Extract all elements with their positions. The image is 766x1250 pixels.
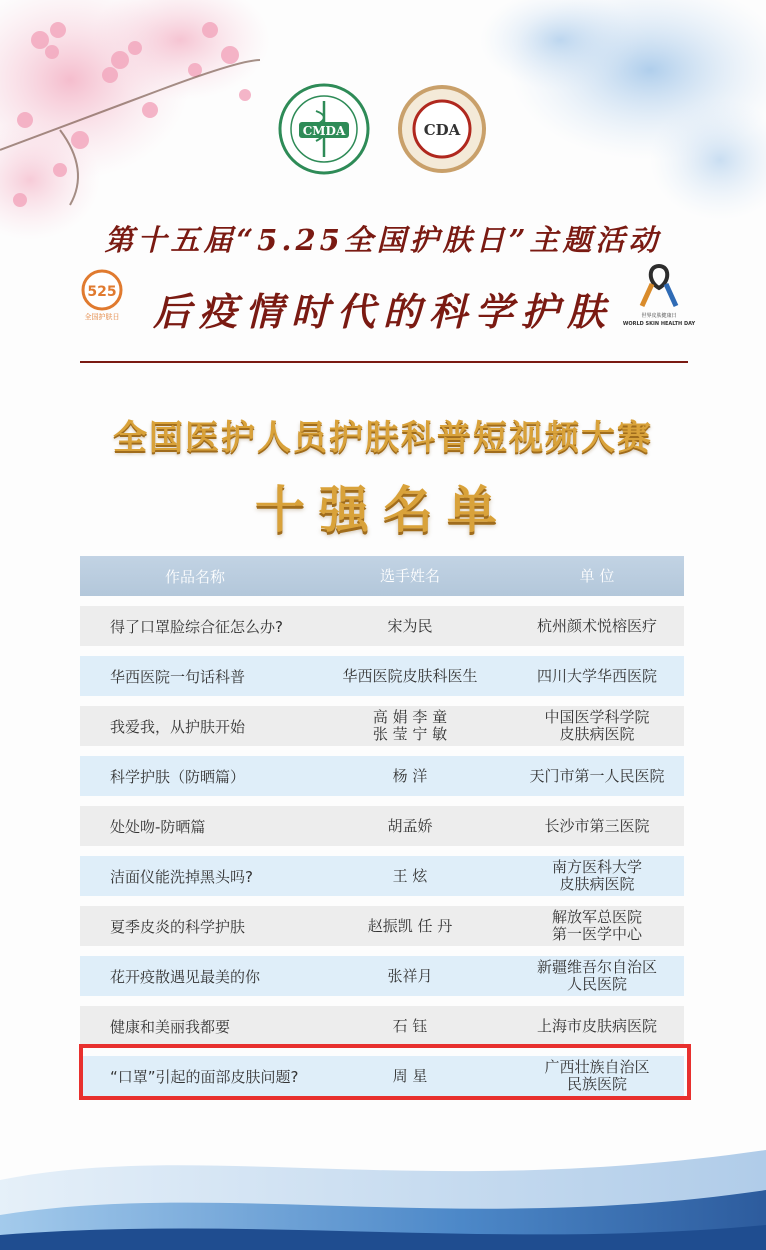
table-row	[80, 906, 684, 946]
unit-name: 上海市皮肤病医院	[536, 1016, 657, 1035]
unit-name: 杭州颜术悦榕医疗	[536, 616, 657, 635]
table-row	[80, 606, 684, 646]
work-title: 健康和美丽我都要	[110, 1017, 231, 1036]
contestant-names: 王 炫	[392, 866, 428, 885]
table-row	[80, 1006, 684, 1046]
unit-name: 南方医科大学 皮肤病医院	[551, 858, 642, 893]
cmda-logo	[278, 83, 370, 175]
unit-name: 天门市第一人民医院	[529, 766, 665, 785]
work-title: “口罩”引起的面部皮肤问题?	[110, 1067, 299, 1086]
wshd-logo-cn: 世界皮肤健康日	[641, 313, 677, 319]
contestant-names: 华西医院皮肤科医生	[342, 666, 478, 685]
table-row	[80, 706, 684, 746]
cda-logo-text: CDA	[423, 121, 461, 139]
contestant-names: 胡孟娇	[387, 816, 433, 835]
table-row	[80, 806, 684, 846]
unit-name: 解放军总医院 第一医学中心	[551, 908, 642, 943]
column-header-work: 作品名称	[164, 567, 225, 586]
event-title: 第十五届“5.25全国护肤日”主题活动	[104, 223, 662, 257]
highlight-box	[79, 1044, 691, 1100]
contestant-names: 张祥月	[387, 966, 433, 985]
contest-title: 全国医护人员护肤科普短视频大赛	[113, 418, 653, 458]
work-title: 夏季皮炎的科学护肤	[110, 917, 246, 936]
title-divider	[80, 361, 688, 363]
table-row	[80, 956, 684, 996]
column-header-name: 选手姓名	[379, 566, 440, 585]
work-title: 处处吻-防晒篇	[110, 817, 206, 836]
cmda-logo-text: CMDA	[302, 124, 346, 138]
contestant-names: 赵振凯 任 丹	[367, 916, 453, 935]
contestant-names: 宋为民	[387, 616, 433, 635]
unit-name: 长沙市第三医院	[544, 816, 650, 835]
contestant-names: 周 星	[392, 1066, 428, 1085]
work-title: 科学护肤（防晒篇）	[110, 767, 246, 786]
unit-name: 广西壮族自治区 民族医院	[544, 1058, 650, 1093]
unit-name: 新疆维吾尔自治区 人民医院	[536, 958, 657, 993]
top-ten-table	[80, 556, 684, 1096]
wshd-logo-en: WORLD SKIN HEALTH DAY	[622, 321, 696, 327]
work-title: 我爱我，从护肤开始	[110, 717, 246, 736]
day525-logo-sub: 全国护肤日	[84, 313, 120, 321]
unit-name: 中国医学科学院 皮肤病医院	[544, 708, 650, 743]
column-header-unit: 单 位	[579, 566, 615, 585]
work-title: 花开疫散遇见最美的你	[110, 967, 261, 986]
day525-logo-text: 525	[87, 284, 117, 300]
work-title: 华西医院一句话科普	[110, 667, 246, 686]
table-row	[80, 656, 684, 696]
table-row	[80, 756, 684, 796]
contestant-names: 杨 洋	[392, 766, 428, 785]
work-title: 洁面仪能洗掉黑头吗?	[110, 867, 253, 886]
world-skin-health-day-logo	[622, 262, 696, 328]
event-theme: 后疫情时代的科学护肤	[152, 289, 613, 334]
contestant-names: 石 钰	[392, 1016, 428, 1035]
unit-name: 四川大学华西医院	[536, 666, 657, 685]
contestant-names: 高 娟 李 童 张 莹 宁 敏	[372, 708, 448, 743]
cda-logo	[396, 83, 488, 175]
table-row	[80, 856, 684, 896]
contest-subtitle: 十强名单	[255, 481, 511, 539]
work-title: 得了口罩脸综合征怎么办?	[110, 617, 283, 636]
table-header	[80, 556, 684, 596]
